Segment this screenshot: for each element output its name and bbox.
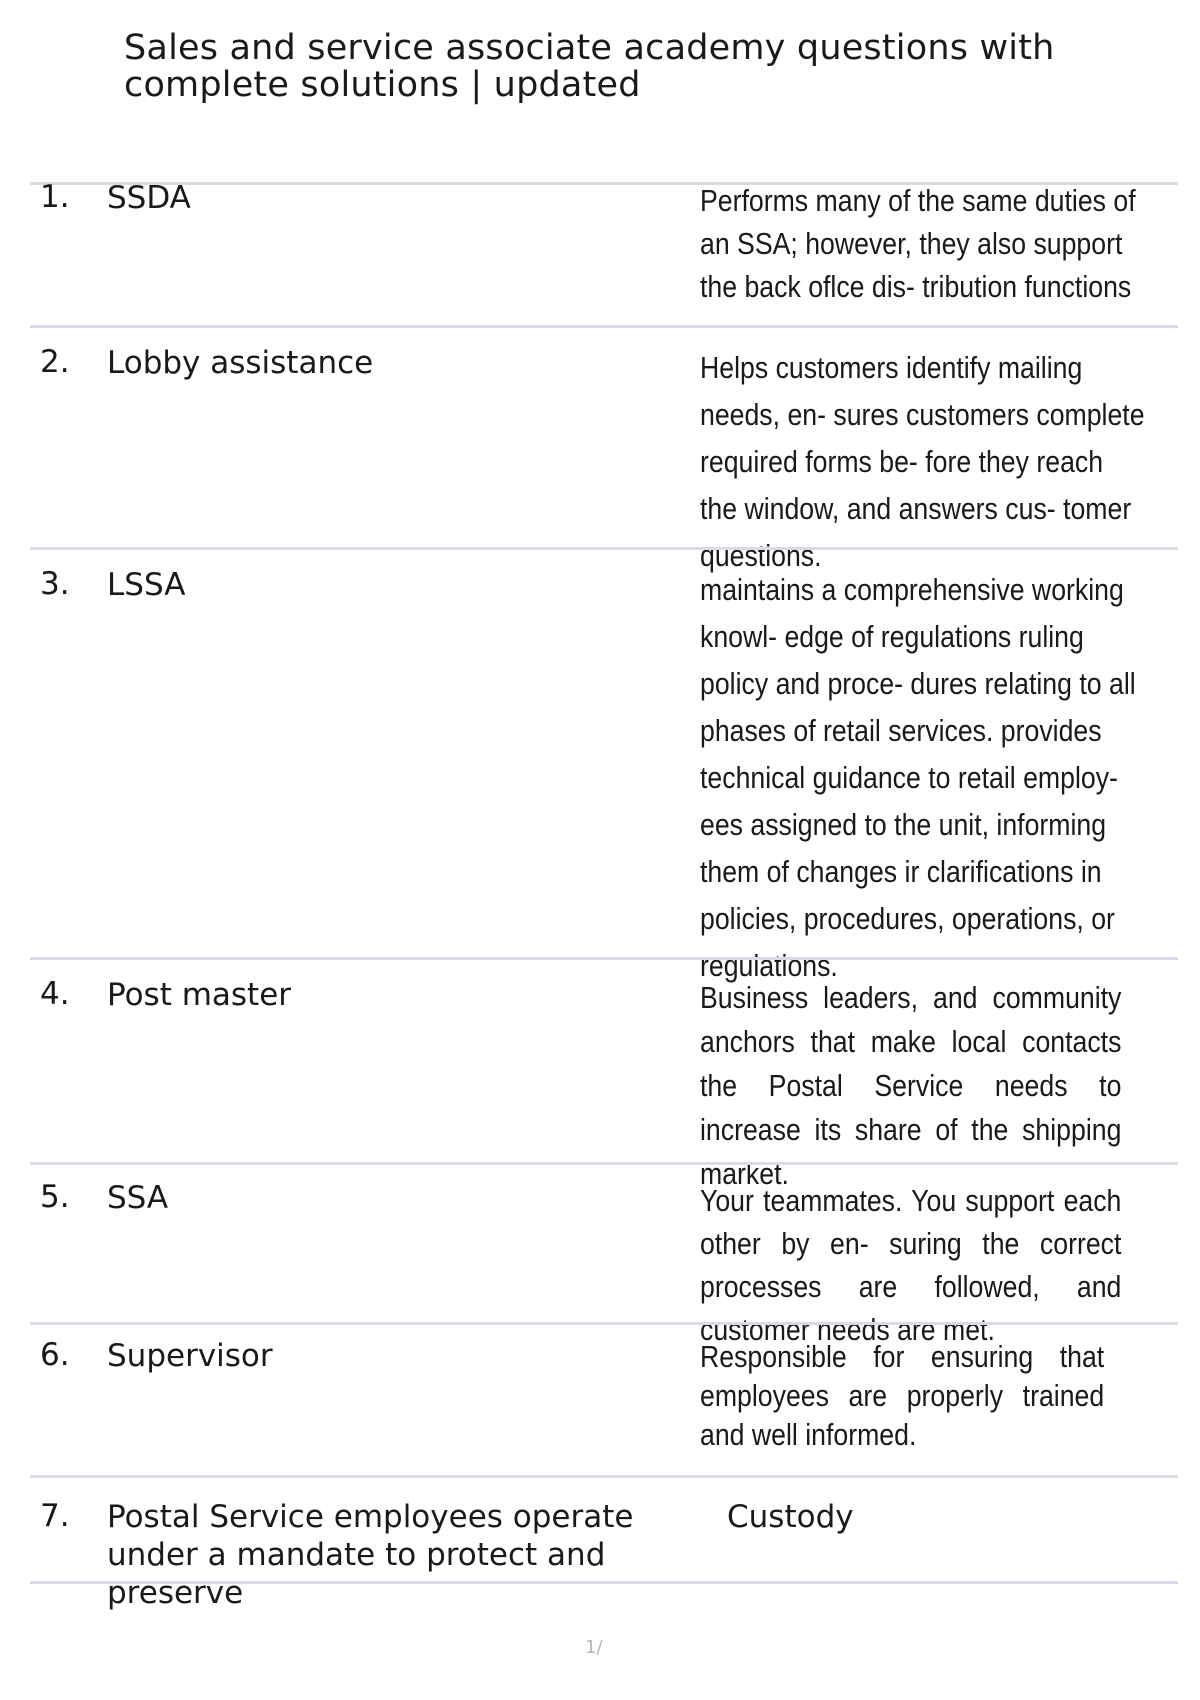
- item-term: Supervisor: [107, 1338, 273, 1374]
- qa-row-3: [30, 547, 1178, 983]
- item-number: 1.: [40, 179, 70, 215]
- qa-row-1: [30, 179, 1178, 328]
- item-term: Post master: [107, 977, 292, 1013]
- qa-row-5: [30, 1162, 1178, 1347]
- item-term: Lobby assistance: [107, 345, 374, 381]
- item-definition: maintains a comprehensive working knowl- edge of regulations ruling policy and proce- dures relating to all phases of retail services. provides technical guidance to retail employ- ees assigned to the unit, informing them of changes ir clarifications in policies, procedures, operations, or regulations.: [700, 572, 1136, 983]
- qa-row-4: [30, 957, 1178, 1191]
- item-number: 4.: [40, 976, 70, 1012]
- item-number: 3.: [40, 566, 70, 602]
- item-term: LSSA: [107, 567, 186, 603]
- item-definition: Custody: [727, 1499, 854, 1535]
- page-number: 1/: [585, 1637, 603, 1658]
- qa-row-7: [30, 1475, 1178, 1611]
- qa-row-2: [30, 325, 1178, 573]
- item-definition: Business leaders, and community anchors that make local contacts the Postal Service needs to increase its share of the shipping market.: [700, 980, 1122, 1191]
- item-number: 6.: [40, 1337, 70, 1373]
- item-number: 2.: [40, 344, 70, 380]
- item-definition: Helps customers identify mailing needs, en- sures customers complete required forms be- fore they reach the window, and answers cus- tomer questions.: [700, 350, 1145, 573]
- item-term: Postal Service employees operate under a mandate to protect and preserve: [107, 1499, 634, 1611]
- item-term: SSDA: [107, 180, 191, 216]
- document-title: Sales and service associate academy questions with complete solutions | updated: [124, 28, 1055, 105]
- item-number: 5.: [40, 1179, 70, 1215]
- item-definition: Your teammates. You support each other by en- suring the correct processes are followed, and customer needs are met.: [700, 1183, 1122, 1347]
- item-definition: Responsible for ensuring that employees are properly trained and well informed.: [700, 1339, 1105, 1452]
- item-number: 7.: [40, 1498, 70, 1534]
- qa-row-6: [30, 1322, 1178, 1478]
- item-term: SSA: [107, 1180, 169, 1216]
- item-definition: Performs many of the same duties of an SSA; however, they also support the back oflce dis- tribution functions: [700, 183, 1136, 304]
